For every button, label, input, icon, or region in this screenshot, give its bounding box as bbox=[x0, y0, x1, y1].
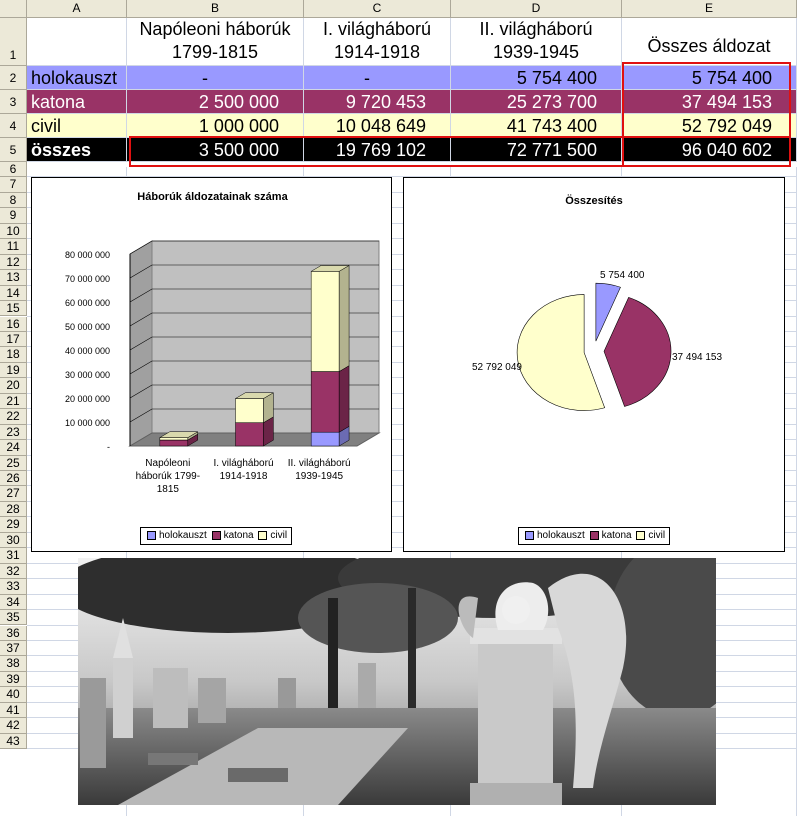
row-header[interactable]: 28 bbox=[0, 502, 27, 517]
legend-swatch-holokauszt bbox=[147, 531, 156, 540]
row-header[interactable]: 20 bbox=[0, 378, 27, 393]
x-category-label: 1815 bbox=[156, 484, 179, 495]
cell-osszes-label[interactable]: összes bbox=[27, 138, 127, 162]
pie-slice-civil bbox=[517, 295, 605, 411]
column-header-a[interactable]: A bbox=[27, 0, 127, 18]
y-tick-label: 20 000 000 bbox=[64, 394, 110, 404]
cell-b1[interactable] bbox=[127, 18, 304, 66]
row-header[interactable]: 23 bbox=[0, 425, 27, 440]
column-header-e[interactable]: E bbox=[622, 0, 797, 18]
row-header[interactable]: 27 bbox=[0, 486, 27, 501]
y-tick-label: - bbox=[107, 442, 110, 452]
bar-chart-title: Háborúk áldozatainak száma bbox=[137, 191, 288, 203]
cemetery-angel-photo[interactable] bbox=[78, 558, 716, 805]
bar-chart[interactable] bbox=[31, 177, 392, 552]
cell-katona-c[interactable]: 9 720 453 bbox=[304, 90, 451, 114]
row-header[interactable]: 25 bbox=[0, 456, 27, 471]
select-all-corner[interactable] bbox=[0, 0, 27, 18]
cell-c1[interactable] bbox=[304, 18, 451, 66]
row-header[interactable]: 38 bbox=[0, 656, 27, 671]
photo-illustration bbox=[78, 558, 716, 805]
cell-holokauszt-c[interactable]: - bbox=[304, 66, 451, 90]
row-header[interactable]: 33 bbox=[0, 579, 27, 594]
row-header[interactable]: 36 bbox=[0, 626, 27, 641]
y-tick-label: 80 000 000 bbox=[64, 250, 110, 260]
pie-slice-katona bbox=[604, 297, 671, 406]
pie-data-label-holokauszt: 5 754 400 bbox=[600, 270, 645, 281]
row-header[interactable]: 39 bbox=[0, 672, 27, 687]
cell-holokauszt-d[interactable]: 5 754 400 bbox=[451, 66, 622, 90]
x-category-label: 1939-1945 bbox=[295, 471, 344, 482]
row-header[interactable]: 21 bbox=[0, 394, 27, 409]
header-line: II. világháború bbox=[479, 19, 593, 39]
row-header[interactable]: 43 bbox=[0, 734, 27, 749]
header-line: 1799-1815 bbox=[171, 42, 259, 62]
row-header[interactable]: 9 bbox=[0, 208, 27, 223]
column-header-d[interactable]: D bbox=[451, 0, 622, 18]
bar-katona-0 bbox=[160, 440, 188, 446]
legend-label: katona bbox=[223, 530, 254, 541]
bar-side-civil-2 bbox=[339, 265, 349, 371]
row-header[interactable]: 22 bbox=[0, 409, 27, 424]
row-header[interactable]: 6 bbox=[0, 162, 27, 177]
header-line: 1939-1945 bbox=[492, 42, 580, 62]
cell-katona-e[interactable]: 37 494 153 bbox=[622, 90, 797, 114]
row-header[interactable]: 2 bbox=[0, 66, 27, 90]
cell-civil-c[interactable]: 10 048 649 bbox=[304, 114, 451, 138]
row-header[interactable]: 12 bbox=[0, 255, 27, 270]
row-header[interactable]: 1 bbox=[0, 18, 27, 66]
legend-label: holokauszt bbox=[159, 530, 207, 541]
row-header[interactable]: 14 bbox=[0, 286, 27, 301]
row-header[interactable]: 34 bbox=[0, 595, 27, 610]
row-header[interactable]: 4 bbox=[0, 114, 27, 138]
row-header[interactable]: 32 bbox=[0, 564, 27, 579]
row-header[interactable]: 8 bbox=[0, 193, 27, 208]
cell-d1[interactable] bbox=[451, 18, 622, 66]
bar-katona-1 bbox=[236, 423, 264, 446]
row-header[interactable]: 17 bbox=[0, 332, 27, 347]
x-category-label: Napóleoni bbox=[145, 458, 191, 469]
bar-chart-plot bbox=[32, 178, 391, 551]
pie-data-label-civil: 52 792 049 bbox=[471, 362, 522, 373]
y-tick-label: 30 000 000 bbox=[64, 370, 110, 380]
cell-civil-d[interactable]: 41 743 400 bbox=[451, 114, 622, 138]
cell-civil-e[interactable]: 52 792 049 bbox=[622, 114, 797, 138]
y-tick-label: 50 000 000 bbox=[64, 322, 110, 332]
header-line: Napóleoni háborúk bbox=[139, 19, 291, 39]
row-header[interactable]: 37 bbox=[0, 641, 27, 656]
y-tick-label: 60 000 000 bbox=[64, 298, 110, 308]
bar-civil-1 bbox=[236, 399, 264, 423]
column-header-b[interactable]: B bbox=[127, 0, 304, 18]
header-line: 1914-1918 bbox=[333, 42, 421, 62]
pie-chart[interactable] bbox=[403, 177, 785, 552]
legend-swatch-katona bbox=[212, 531, 221, 540]
pie-chart-legend bbox=[518, 527, 670, 545]
legend-label: holokauszt bbox=[537, 530, 585, 541]
cell-katona-d[interactable]: 25 273 700 bbox=[451, 90, 622, 114]
bar-holokauszt-2 bbox=[311, 432, 339, 446]
row-header[interactable]: 24 bbox=[0, 440, 27, 455]
row-header[interactable]: 26 bbox=[0, 471, 27, 486]
legend-swatch-civil bbox=[258, 531, 267, 540]
legend-swatch-civil bbox=[636, 531, 645, 540]
cell-osszes-b[interactable]: 3 500 000 bbox=[127, 138, 304, 162]
legend-swatch-holokauszt bbox=[525, 531, 534, 540]
column-header-c[interactable]: C bbox=[304, 0, 451, 18]
row-header[interactable]: 35 bbox=[0, 610, 27, 625]
row-header[interactable]: 29 bbox=[0, 517, 27, 532]
bar-civil-0 bbox=[160, 438, 188, 440]
bar-side-katona-2 bbox=[339, 366, 349, 433]
row-header[interactable]: 30 bbox=[0, 533, 27, 548]
row-header[interactable]: 40 bbox=[0, 687, 27, 702]
x-category-label: II. világháború bbox=[287, 458, 351, 469]
row-header[interactable]: 41 bbox=[0, 703, 27, 718]
y-tick-label: 70 000 000 bbox=[64, 274, 110, 284]
row-header[interactable]: 15 bbox=[0, 301, 27, 316]
legend-label: civil bbox=[270, 530, 288, 541]
x-category-label: 1914-1918 bbox=[219, 471, 268, 482]
y-tick-label: 40 000 000 bbox=[64, 346, 110, 356]
row-header[interactable]: 10 bbox=[0, 224, 27, 239]
x-category-label: háborúk 1799- bbox=[135, 471, 201, 482]
cell-katona-b[interactable]: 2 500 000 bbox=[127, 90, 304, 114]
cell-holokauszt-e[interactable]: 5 754 400 bbox=[622, 66, 797, 90]
row-header[interactable]: 3 bbox=[0, 90, 27, 114]
header-line: I. világháború bbox=[322, 19, 432, 39]
cell-osszes-d[interactable]: 72 771 500 bbox=[451, 138, 622, 162]
row-header[interactable]: 11 bbox=[0, 239, 27, 254]
cell-civil-label[interactable]: civil bbox=[27, 114, 127, 138]
row-header[interactable]: 13 bbox=[0, 270, 27, 285]
row-header[interactable]: 31 bbox=[0, 548, 27, 563]
bar-chart-legend bbox=[140, 527, 292, 545]
bar-civil-2 bbox=[311, 271, 339, 371]
row-header[interactable]: 42 bbox=[0, 718, 27, 733]
row-header[interactable]: 16 bbox=[0, 317, 27, 332]
legend-label: civil bbox=[648, 530, 666, 541]
pie-chart-title: Összesítés bbox=[565, 195, 623, 207]
pie-data-label-katona: 37 494 153 bbox=[672, 352, 723, 363]
cell-holokauszt-b[interactable]: - bbox=[127, 66, 304, 90]
y-tick-label: 10 000 000 bbox=[64, 418, 110, 428]
cell-civil-b[interactable]: 1 000 000 bbox=[127, 114, 304, 138]
legend-label: katona bbox=[601, 530, 632, 541]
cell-e1[interactable]: Összes áldozat bbox=[622, 18, 797, 66]
cell-osszes-c[interactable]: 19 769 102 bbox=[304, 138, 451, 162]
row-header[interactable]: 7 bbox=[0, 177, 27, 192]
row-header[interactable]: 18 bbox=[0, 347, 27, 362]
bar-katona-2 bbox=[311, 372, 339, 433]
legend-swatch-katona bbox=[590, 531, 599, 540]
row-header[interactable]: 5 bbox=[0, 138, 27, 162]
pie-chart-plot bbox=[404, 178, 784, 551]
row-header[interactable]: 19 bbox=[0, 363, 27, 378]
cell-katona-label[interactable]: katona bbox=[27, 90, 127, 114]
cell-holokauszt-label[interactable]: holokauszt bbox=[27, 66, 127, 90]
x-category-label: I. világháború bbox=[213, 458, 274, 469]
cell-a1[interactable] bbox=[27, 18, 127, 66]
cell-osszes-e[interactable]: 96 040 602 bbox=[622, 138, 797, 162]
